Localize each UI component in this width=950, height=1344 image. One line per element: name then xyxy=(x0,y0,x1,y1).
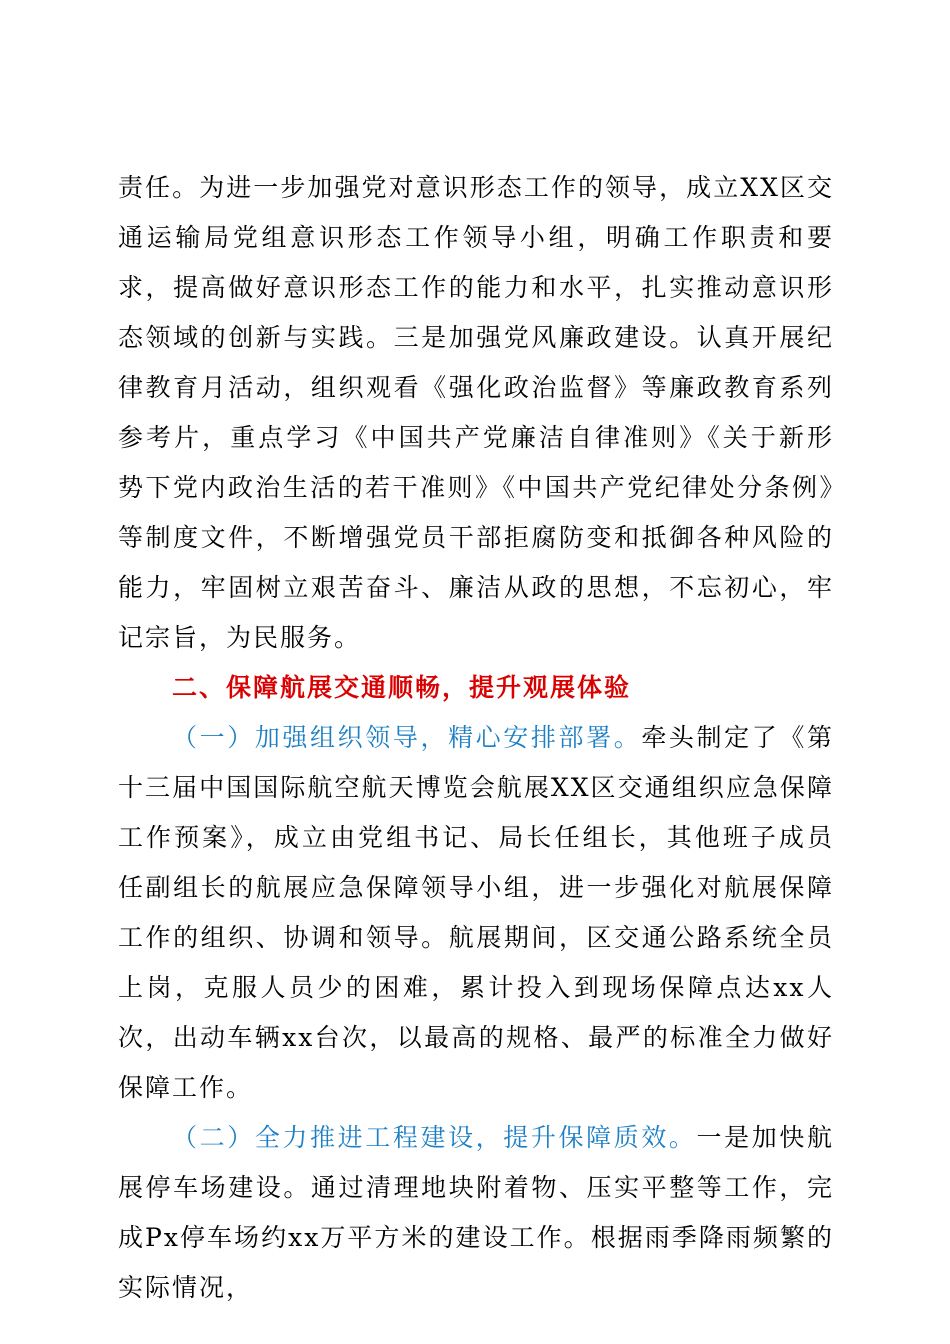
paragraph-organization-body: 牵头制定了《第十三届中国国际航空航天博览会航展XX区交通组织应急保障工作预案》，成立由党组书记、局长任组长，其他班子成员任副组长的航展应急保障领导小组，进一步强化对航展保障工作的组织、协调和领导。航展期间，区交通公路系统全员上岗，克服人员少的困难，累计投入到现场保障点达xx人次，出动车辆xx台次，以最高的规格、最严的标准全力做好保障工作。 xyxy=(118,723,834,1102)
paragraph-engineering-body: 一是加快航展停车场建设。通过清理地块附着物、压实平整等工作，完成Px停车场约xx万平方米的建设工作。根据雨季降雨频繁的实际情况， xyxy=(118,1123,834,1302)
sub-heading-engineering: （二）全力推进工程建设，提升保障质效。 xyxy=(172,1123,697,1152)
document-body xyxy=(118,163,834,1313)
paragraph-organization-leadership xyxy=(118,713,834,1113)
sub-heading-organization: （一）加强组织领导，精心安排部署。 xyxy=(172,723,642,752)
section-heading-airshow-traffic: 二、保障航展交通顺畅，提升观展体验 xyxy=(172,673,632,702)
paragraph-party-conduct: 责任。为进一步加强党对意识形态工作的领导，成立XX区交通运输局党组意识形态工作领导小组，明确工作职责和要求，提高做好意识形态工作的能力和水平，扎实推动意识形态领域的创新与实践。三是加强党风廉政建设。认真开展纪律教育月活动，组织观看《强化政治监督》等廉政教育系列参考片，重点学习《中国共产党廉洁自律准则》《关于新形势下党内政治生活的若干准则》《中国共产党纪律处分条例》等制度文件，不断增强党员干部拒腐防变和抵御各种风险的能力，牢固树立艰苦奋斗、廉洁从政的思想，不忘初心，牢记宗旨，为民服务。 xyxy=(118,173,834,652)
paragraph-engineering-construction xyxy=(118,1113,834,1313)
